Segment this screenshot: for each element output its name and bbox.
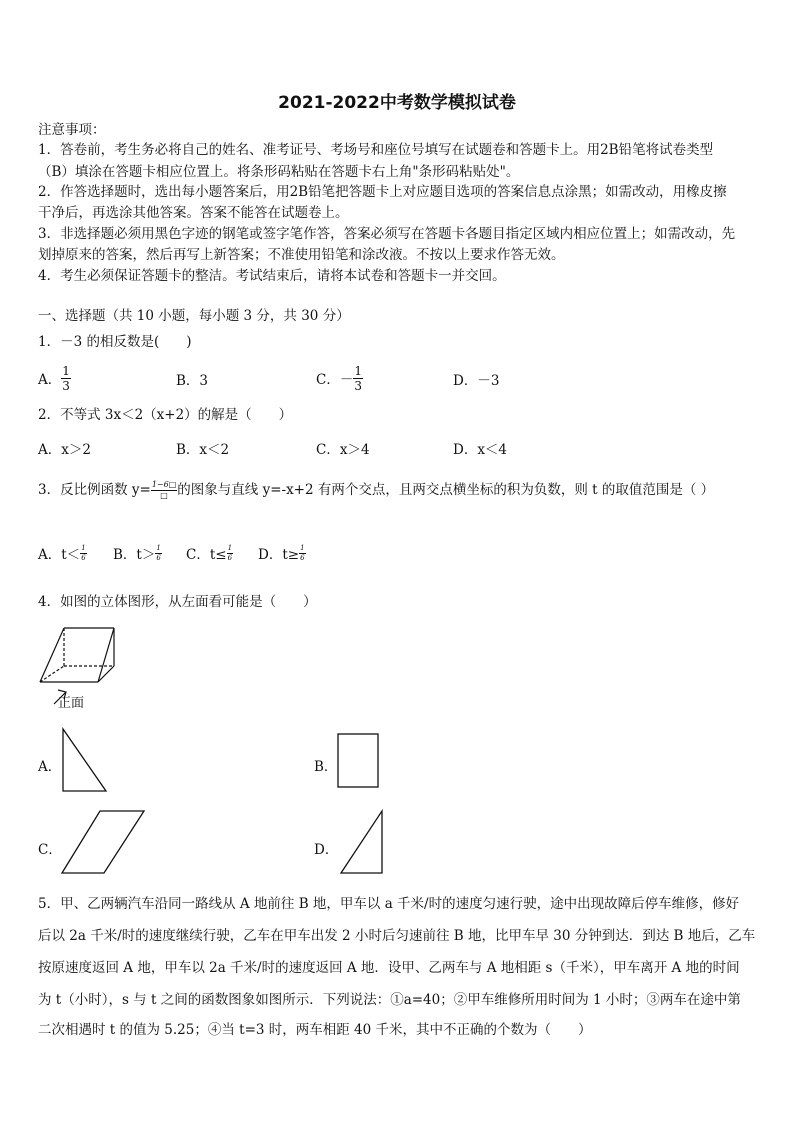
- q1-a-num: 1: [62, 363, 70, 378]
- q1-stem: 1．－3 的相反数是( ): [38, 334, 192, 350]
- q3-option-b: [113, 543, 162, 563]
- q3-a-den: 6: [81, 553, 86, 562]
- parallelogram-icon: [60, 808, 148, 876]
- option-b-shape: [338, 734, 378, 787]
- q1-option-a: [38, 360, 71, 396]
- triangle-left-icon: [60, 726, 110, 794]
- q3-option-c: [186, 543, 233, 563]
- q1-option-b: B．3: [176, 373, 209, 389]
- q5-line-1: 5．甲、乙两辆汽车沿同一路线从 A 地前往 B 地，甲车以 a 千米/时的速度匀速行驶，途中出现故障后停车维修，修好: [38, 896, 740, 912]
- q2-option-a: A．x＞2: [38, 442, 91, 458]
- rectangle-icon: [336, 732, 382, 790]
- q3-option-d: [258, 543, 306, 563]
- q1-option-c: [316, 360, 363, 396]
- q1-c-den: 3: [354, 378, 362, 393]
- q3-a-fraction: [80, 545, 86, 562]
- option-c-shape: [62, 811, 144, 873]
- q4-option-d: D．: [314, 842, 339, 858]
- q4-option-a: A．: [38, 759, 62, 775]
- q3-b-label: B．t＞: [113, 547, 156, 563]
- q4-option-b: B．: [314, 759, 338, 775]
- q1-c-label: C．－: [316, 372, 354, 388]
- q3-d-num: 1: [300, 543, 305, 552]
- triangle-right-icon: [338, 808, 388, 876]
- q1-c-fraction: [353, 365, 363, 392]
- q3-d-label: D．t≥: [258, 547, 300, 563]
- q1-a-den: 3: [62, 378, 70, 393]
- q3-stem-pre: 3．反比例函数 y=: [38, 482, 151, 498]
- q3-b-den: 6: [156, 553, 161, 562]
- q3-stem-post: 的图象与直线 y=-x+2 有两个交点，且两交点横坐标的积为负数，则 t 的取值范围是（ ）: [177, 482, 715, 498]
- q2-option-d: D．x＜4: [453, 442, 508, 458]
- q3-frac-num: 1−6□: [151, 479, 177, 489]
- q3-d-fraction: [299, 545, 305, 562]
- notice-line-7: 4．考生必须保证答题卡的整洁。考试结束后，请将本试卷和答题卡一并交回。: [38, 268, 506, 284]
- option-a-shape: [63, 729, 106, 791]
- q3-c-fraction: [227, 545, 233, 562]
- q3-frac-den: □: [160, 490, 168, 500]
- q5-line-2: 后以 2a 千米/时的速度继续行驶，乙车在甲车出发 2 小时后匀速前往 B 地，比甲车早 30 分钟到达．到达 B 地后，乙车: [38, 928, 756, 944]
- notice-line-2: （B）填涂在答题卡相应位置上。将条形码粘贴在答题卡右上角"条形码粘贴处"。: [38, 164, 520, 180]
- q1-c-num: 1: [354, 363, 362, 378]
- prism-figure: [36, 624, 146, 716]
- front-label: 正面: [58, 696, 85, 711]
- page-title: 2021-2022中考数学模拟试卷: [278, 93, 516, 113]
- q2-option-b: B．x＜2: [176, 442, 230, 458]
- q3-a-num: 1: [81, 543, 86, 552]
- section-heading: 一、选择题（共 10 小题，每小题 3 分，共 30 分）: [38, 308, 350, 324]
- q1-a-fraction: [61, 365, 71, 392]
- q3-d-den: 6: [300, 553, 305, 562]
- q3-option-a: [38, 543, 87, 563]
- q3-c-num: 1: [227, 543, 233, 552]
- notice-line-1: 1．答卷前，考生务必将自己的姓名、准考证号、考场号和座位号填写在试题卷和答题卡上。用2B铅笔将试卷类型: [38, 142, 714, 158]
- notice-line-4: 干净后，再选涂其他答案。答案不能答在试题卷上。: [38, 205, 349, 221]
- notice-line-6: 划掉原来的答案，然后再写上新答案；不准使用铅笔和涂改液。不按以上要求作答无效。: [38, 247, 565, 263]
- q4-option-c: C．: [38, 842, 62, 858]
- q3-b-fraction: [155, 545, 161, 562]
- q3-a-label: A．t＜: [38, 547, 81, 563]
- q3-c-label: C．t≤: [186, 547, 227, 563]
- q3-b-num: 1: [156, 543, 161, 552]
- q2-option-c: C．x＞4: [316, 442, 370, 458]
- q1-option-d: D．－3: [453, 373, 500, 389]
- q5-line-5: 二次相遇时 t 的值为 5.25；④当 t=3 时，两车相距 40 千米，其中不正确的个数为（ ）: [38, 1022, 592, 1038]
- q3-c-den: 6: [227, 553, 233, 562]
- notice-line-5: 3．非选择题必须用黑色字迹的钢笔或签字笔作答，答案必须写在答题卡各题目指定区域内相应位置上；如需改动，先: [38, 226, 736, 242]
- q3-stem: [38, 480, 714, 500]
- q1-a-label: A．: [38, 372, 62, 388]
- q3-fraction: [151, 481, 177, 500]
- q5-line-3: 按原速度返回 A 地，甲车以 2a 千米/时的速度返回 A 地．设甲、乙两车与 A 地相距 s（千米），甲车离开 A 地的时间: [38, 960, 740, 976]
- q2-stem: 2．不等式 3x＜2（x+2）的解是（ ）: [38, 407, 293, 423]
- notice-line-3: 2．作答选择题时，选出每小题答案后，用2B铅笔把答题卡上对应题目选项的答案信息点涂黑；如需改动，用橡皮擦: [38, 184, 727, 200]
- prism-edge: [40, 628, 64, 682]
- q5-line-4: 为 t（小时），s 与 t 之间的函数图象如图所示．下列说法：①a=40；②甲车维修所用时间为 1 小时；③两车在途中第: [38, 992, 741, 1008]
- option-d-shape: [341, 811, 382, 873]
- notice-heading: 注意事项：: [38, 122, 106, 138]
- q4-stem: 4．如图的立体图形，从左面看可能是（ ）: [38, 594, 317, 610]
